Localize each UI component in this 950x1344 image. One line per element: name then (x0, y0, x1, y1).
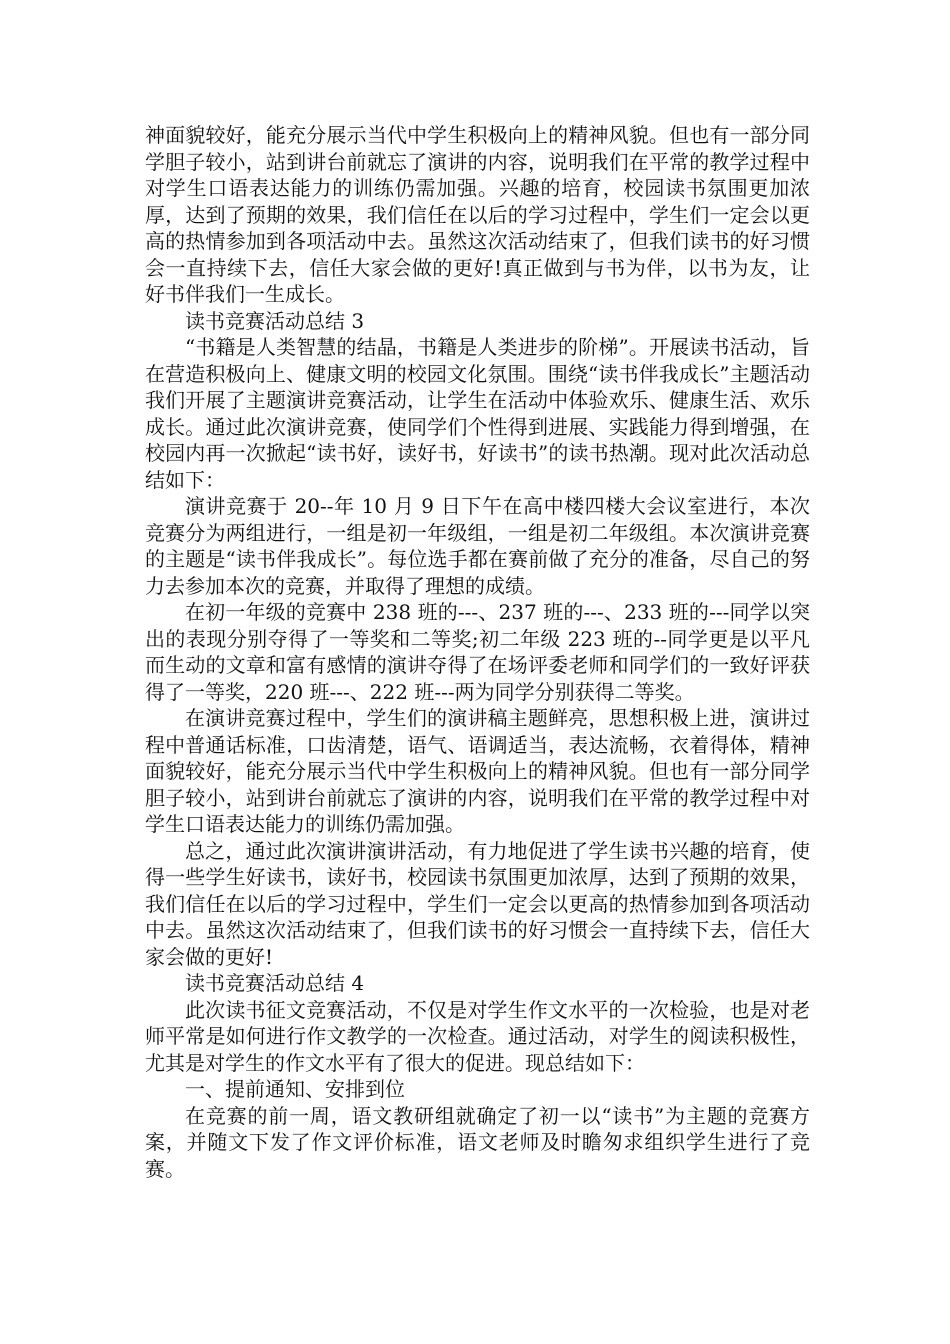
section-heading-summary-4: 读书竞赛活动总结 4 (185, 971, 365, 995)
paragraph-conclusion: 总之，通过此次演讲演讲活动，有力地促进了学生读书兴趣的培育，使得一些学生好读书，读好书，校园读书氛围更加浓厚，达到了预期的效果，我们信任在以后的学习过程中，学生们一定会以更高的热情参加到各项活动中去。虽然这次活动结束了，但我们读书的好习惯会一直持续下去，信任大家会做的更好! (145, 838, 810, 969)
paragraph-competition-details: 演讲竞赛于 20--年 10 月 9 日下午在高中楼四楼大会议室进行，本次竞赛分为两组进行，一组是初一年级组，一组是初二年级组。本次演讲竞赛的主题是“读书伴我成长”。每位选手都在赛前做了充分的准备，尽自己的努力去参加本次的竞赛，并取得了理想的成绩。 (145, 494, 810, 598)
document-body (145, 122, 810, 1182)
paragraph-advance-notice: 在竞赛的前一周，语文教研组就确定了初一以“读书”为主题的竞赛方案，并随文下发了作文评价标准，语文老师及时瞻匆求组织学生进行了竞赛。 (145, 1103, 810, 1181)
paragraph-essay-intro: 此次读书征文竞赛活动，不仅是对学生作文水平的一次检验，也是对老师平常是如何进行作文教学的一次检查。通过活动，对学生的阅读积极性，尤其是对学生的作文水平有了很大的促进。现总结如下： (145, 997, 810, 1075)
paragraph-process: 在演讲竞赛过程中，学生们的演讲稿主题鲜亮，思想积极上进，演讲过程中普通话标准，口齿清楚，语气、语调适当，表达流畅，衣着得体，精神面貌较好，能充分展示当代中学生积极向上的精神风貌。但也有一部分同学胆子较小，站到讲台前就忘了演讲的内容，说明我们在平常的教学过程中对学生口语表达能力的训练仍需加强。 (145, 706, 810, 836)
paragraph-continued: 神面貌较好，能充分展示当代中学生积极向上的精神风貌。但也有一部分同学胆子较小，站到讲台前就忘了演讲的内容，说明我们在平常的教学过程中对学生口语表达能力的训练仍需加强。兴趣的培育，校园读书氛围更加浓厚，达到了预期的效果，我们信任在以后的学习过程中，学生们一定会以更高的热情参加到各项活动中去。虽然这次活动结束了，但我们读书的好习惯会一直持续下去，信任大家会做的更好!真正做到与书为伴，以书为友，让好书伴我们一生成长。 (145, 123, 810, 306)
subheading-advance-notice: 一、提前通知、安排到位 (185, 1077, 405, 1101)
paragraph-results: 在初一年级的竞赛中 238 班的---、237 班的---、233 班的---同学以突出的表现分别夺得了一等奖和二等奖;初二年级 223 班的--同学更是以平凡而生动的文章和富有感情的演讲夺得了在场评委老师和同学们的一致好评获得了一等奖，220 班---、222 班---两为同学分别获得二等奖。 (145, 600, 810, 704)
paragraph-intro: “书籍是人类智慧的结晶，书籍是人类进步的阶梯”。开展读书活动，旨在营造积极向上、健康文明的校园文化氛围。围绕“读书伴我成长”主题活动我们开展了主题演讲竞赛活动，让学生在活动中体验欢乐、健康生活、欢乐成长。通过此次演讲竞赛，使同学们个性得到进展、实践能力得到增强，在校园内再一次掀起“读书好，读好书，好读书”的读书热潮。现对此次活动总结如下： (145, 335, 810, 492)
section-heading-summary-3: 读书竞赛活动总结 3 (185, 308, 365, 333)
